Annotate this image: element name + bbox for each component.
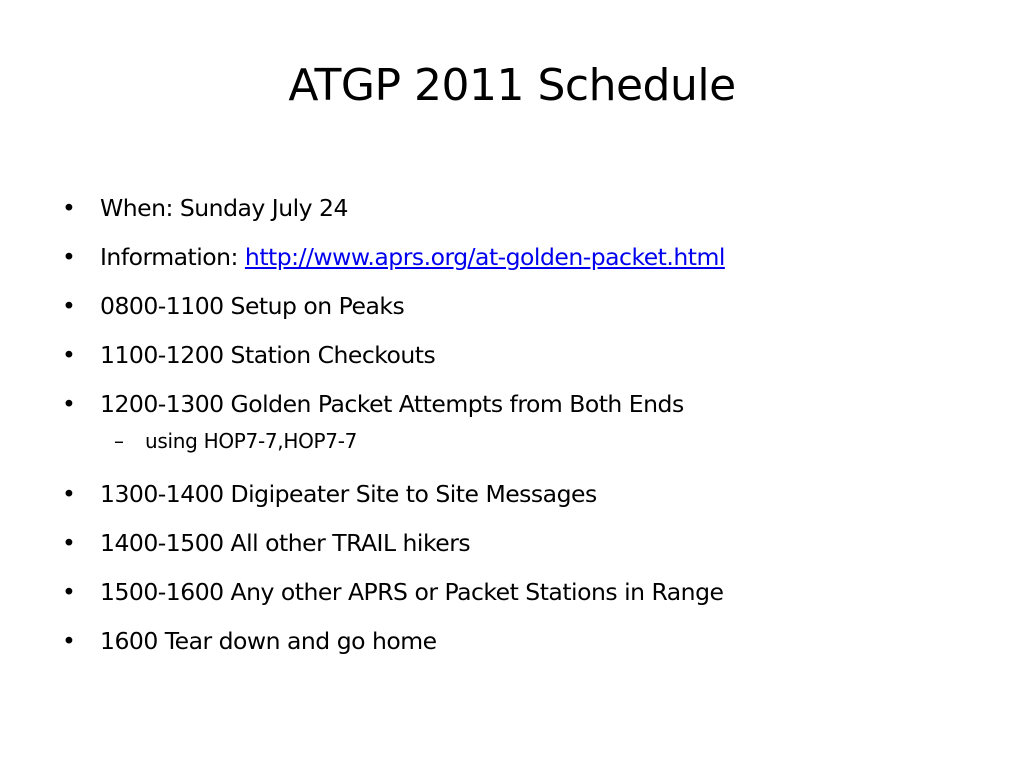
bullet-item-when bbox=[62, 186, 972, 235]
bullet-text: 0800-1100 Setup on Peaks bbox=[100, 292, 405, 320]
sub-bullet-item-hop bbox=[62, 422, 972, 472]
bullet-item-aprs-stations bbox=[62, 570, 972, 619]
bullet-text: 1300-1400 Digipeater Site to Site Messages bbox=[100, 480, 597, 508]
bullet-text: 1600 Tear down and go home bbox=[100, 627, 437, 655]
bullet-dot-icon: • bbox=[62, 194, 76, 222]
bullet-text: Information: bbox=[100, 243, 245, 271]
information-link[interactable]: http://www.aprs.org/at-golden-packet.html bbox=[244, 243, 725, 271]
bullet-dot-icon: • bbox=[62, 627, 76, 655]
bullet-dot-icon: • bbox=[62, 529, 76, 557]
bullet-item-digipeater bbox=[62, 472, 972, 521]
bullet-text: 1200-1300 Golden Packet Attempts from Both Ends bbox=[100, 390, 684, 418]
bullet-dot-icon: • bbox=[62, 292, 76, 320]
bullet-item-tear-down bbox=[62, 619, 972, 668]
bullet-dot-icon: • bbox=[62, 390, 76, 418]
bullet-list bbox=[62, 186, 972, 668]
bullet-item-checkouts bbox=[62, 333, 972, 382]
bullet-dot-icon: • bbox=[62, 243, 76, 271]
bullet-text: 1100-1200 Station Checkouts bbox=[100, 341, 436, 369]
bullet-text: 1500-1600 Any other APRS or Packet Stations in Range bbox=[100, 578, 724, 606]
bullet-dot-icon: • bbox=[62, 341, 76, 369]
slide-title: ATGP 2011 Schedule bbox=[288, 60, 736, 111]
bullet-item-setup bbox=[62, 284, 972, 333]
sub-bullet-dash-icon: – bbox=[114, 429, 124, 453]
bullet-dot-icon: • bbox=[62, 578, 76, 606]
bullet-item-information bbox=[62, 235, 972, 284]
sub-bullet-text: using HOP7-7,HOP7-7 bbox=[145, 429, 358, 453]
bullet-item-trail-hikers bbox=[62, 521, 972, 570]
bullet-text: 1400-1500 All other TRAIL hikers bbox=[100, 529, 471, 557]
bullet-dot-icon: • bbox=[62, 480, 76, 508]
bullet-text: When: Sunday July 24 bbox=[100, 194, 348, 222]
bullet-item-golden-packet bbox=[62, 382, 972, 422]
